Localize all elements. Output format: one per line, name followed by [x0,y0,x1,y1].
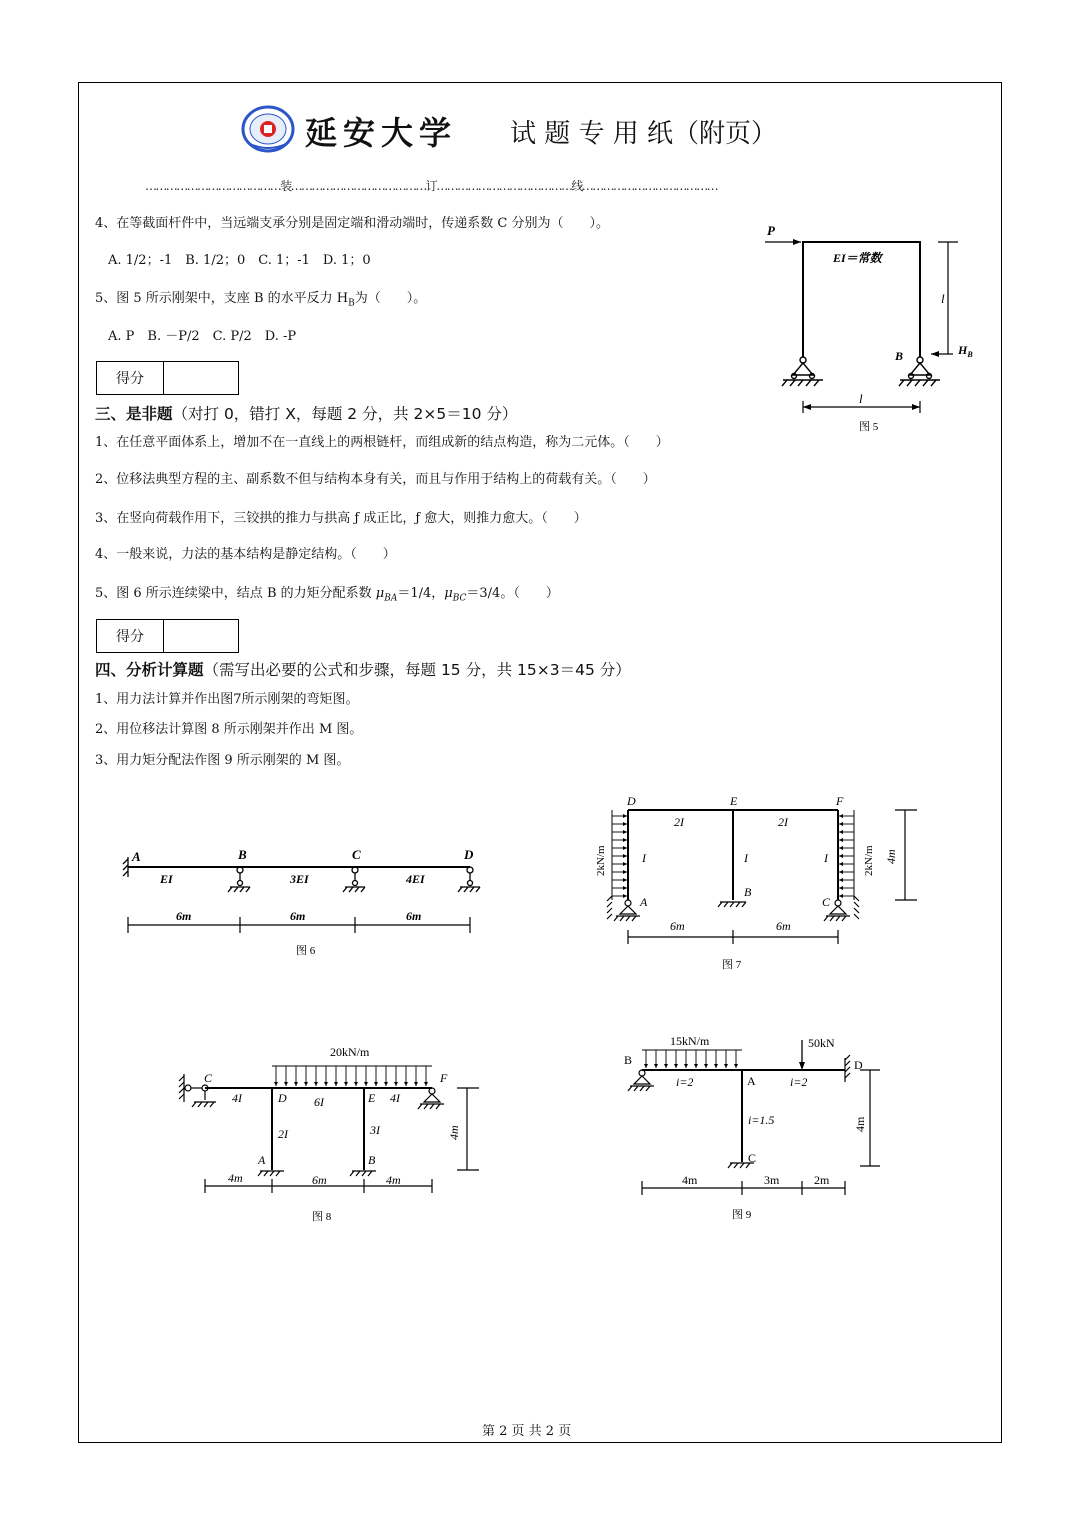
load-arrow-head [284,1082,288,1086]
page-footer: 第 2 页 共 2 页 [482,1424,572,1439]
fig8-node-d: D [278,1091,287,1105]
score-box-3 [96,361,239,395]
fig6-span-3: 6m [406,909,422,923]
fig9-caption: 图 9 [732,1209,752,1221]
fig7-node-f: F [836,794,844,808]
fig5-node-b: B [895,349,904,363]
fig7-col-cf: I [824,851,828,865]
fig8-beam-de: 6I [314,1095,324,1109]
fig7-node-d: D [627,794,636,808]
load-arrow-head [424,1082,428,1086]
load-arrow-head [724,1064,728,1068]
figure-7 [590,792,930,977]
fig9-load-p: 50kN [808,1036,835,1050]
fig9-node-c: C [748,1151,757,1165]
calc-item-2: 2、用位移法计算图 8 所示刚架并作出 M 图。 [95,722,363,737]
fig8-col-ad: 2I [278,1127,288,1141]
load-arrow-head [334,1082,338,1086]
load-arrow-head [684,1064,688,1068]
fig9-span-2: 3m [764,1173,780,1187]
fig8-node-e: E [368,1091,376,1105]
fig6-ei-1: EI [160,872,173,886]
fig7-node-c: C [822,895,831,909]
fig9-load-q: 15kN/m [670,1034,710,1048]
fig8-node-f: F [440,1071,448,1085]
load-arrow-head [623,822,627,826]
tf-item-1: 1、在任意平面体系上，增加不在一直线上的两根链杆，而组成新的结点构造，称为二元体。（ ） [95,435,669,450]
fig9-stiff-ba: i=2 [676,1075,694,1089]
page-title: 试 题 专 用 纸（附页） [510,119,778,149]
load-arrow-head [714,1064,718,1068]
fig5-ei: EI＝常数 [833,251,882,265]
load-arrow-head [394,1082,398,1086]
fig8-node-a: A [258,1153,266,1167]
load-arrow-head [839,878,843,882]
score-label: 得分 [97,362,164,394]
load-arrow-head [623,814,627,818]
fig7-beam-ef: 2I [778,815,788,829]
university-logo [240,104,296,154]
load-arrow-head [354,1082,358,1086]
tf-item-3: 3、在竖向荷载作用下，三铰拱的推力与拱高 ƒ 成正比，ƒ 愈大，则推力愈大。（ ） [95,511,587,526]
fig8-span-1: 4m [228,1171,243,1185]
fig7-node-b: B [744,885,752,899]
fig8-beam-cd: 4I [232,1091,242,1105]
fig9-height: 4m [853,1116,867,1132]
fig8-col-be: 3I [370,1123,380,1137]
load-arrow-head [374,1082,378,1086]
section-3-heading: 三、是非题（对打 0，错打 X，每题 2 分，共 2×5＝10 分） [95,405,518,423]
fig9-distributed-load [644,1050,738,1068]
load-arrow-head [384,1082,388,1086]
tf-item-4: 4、一般来说，力法的基本结构是静定结构。（ ） [95,547,396,562]
fig8-height: 4m [447,1125,461,1140]
load-arrow-head [839,894,843,898]
fig9-span-3: 2m [814,1173,830,1187]
fig6-ei-3: 4EI [406,872,425,886]
load-arrow-head [839,838,843,842]
fig7-span-2: 6m [776,919,791,933]
load-arrow-head [734,1064,738,1068]
score-box-4 [96,619,239,653]
fig8-span-3: 4m [386,1173,401,1187]
calc-item-1: 1、用力法计算并作出图7所示刚架的弯矩图。 [95,692,359,707]
load-arrow-head [839,870,843,874]
load-arrow-head [324,1082,328,1086]
fig7-col-be: I [744,851,748,865]
fig7-node-e: E [730,794,738,808]
fig5-height-l: l [941,291,945,306]
load-arrow-head [644,1064,648,1068]
fig8-caption: 图 8 [312,1211,332,1223]
load-arrow-head [839,846,843,850]
fig7-height: 4m [884,849,898,864]
load-arrow-head [404,1082,408,1086]
fig5-width-l: l [859,391,863,406]
load-arrow-head [344,1082,348,1086]
load-arrow-head [704,1064,708,1068]
load-arrow-head [304,1082,308,1086]
load-arrow-head [623,862,627,866]
mc-question-4: 4、在等截面杆件中，当远端支承分别是固定端和滑动端时，传递系数 C 分别为（ ）。 [95,216,609,231]
load-arrow-head [623,878,627,882]
binding-line: …………………………………装…………………………………订…………………………………线………………………………… [145,179,718,193]
load-arrow-head [623,894,627,898]
tf-item-2: 2、位移法典型方程的主、副系数不但与结构本身有关，而且与作用于结构上的荷载有关。（ ） [95,472,656,487]
fig7-caption: 图 7 [722,959,742,971]
figure-6 [118,845,490,965]
fig5-hb: $H_B$ [958,343,973,359]
fig7-load-left: 2kN/m [595,845,607,876]
tf-item-5: 5、图 6 所示连续梁中，结点 B 的力矩分配系数 $\mu_{BA}=1/4$，$\mu_{BC}=3/4$。（ ） [95,586,559,604]
fig8-span-2: 6m [312,1173,327,1187]
fig8-node-b: B [368,1153,376,1167]
fig6-caption: 图 6 [296,945,316,957]
load-arrow-head [839,854,843,858]
university-name: 延安大学 [305,114,458,152]
fig6-node-d: D [464,847,474,862]
load-arrow-head [839,862,843,866]
fig7-span-1: 6m [670,919,685,933]
fig9-stiff-ac: i=1.5 [748,1113,775,1127]
fig7-col-ad: I [642,851,646,865]
load-arrow-head [414,1082,418,1086]
load-arrow-head [364,1082,368,1086]
fig9-span-1: 4m [682,1173,698,1187]
load-arrow-head [623,838,627,842]
fig6-node-c: C [352,847,361,862]
load-arrow-head [623,846,627,850]
load-arrow-head [623,854,627,858]
fig6-node-b: B [238,847,247,862]
fig8-node-c: C [204,1071,213,1085]
load-arrow-head [839,814,843,818]
fig6-node-a: A [132,849,141,864]
fig7-load-right: 2kN/m [863,845,875,876]
load-arrow-head [274,1082,278,1086]
load-arrow-head [674,1064,678,1068]
mc-question-5: 5、图 5 所示刚架中，支座 B 的水平反力 $H_B$为（ ）。 [95,291,427,309]
fig9-node-b: B [624,1053,633,1067]
fig7-node-a: A [640,895,648,909]
fig8-beam-ef: 4I [390,1091,400,1105]
fig6-span-1: 6m [176,909,192,923]
fig6-ei-2: 3EI [290,872,309,886]
load-arrow-head [623,886,627,890]
figure-8 [170,1040,490,1230]
load-arrow-head [654,1064,658,1068]
fig5-load-p: P [767,223,775,238]
figure-5 [745,215,985,440]
fig9-node-a: A [747,1074,756,1088]
score-label: 得分 [97,620,164,652]
load-arrow-head [664,1064,668,1068]
fig6-span-2: 6m [290,909,306,923]
mc-question-4-options: A. 1/2；-1 B. 1/2；0 C. 1；-1 D. 1；0 [108,253,371,268]
mc-question-5-options: A. P B. －P/2 C. P/2 D. -P [108,329,297,344]
section-4-heading: 四、分析计算题（需写出必要的公式和步骤，每题 15 分，共 15×3＝45 分） [95,661,631,679]
load-arrow-head [623,870,627,874]
load-arrow-head [839,886,843,890]
fig8-distributed-load [274,1066,428,1086]
fig8-load-q: 20kN/m [330,1045,370,1059]
load-arrow-head [839,822,843,826]
load-arrow-head [694,1064,698,1068]
load-arrow-head [314,1082,318,1086]
fig9-node-d: D [854,1058,863,1072]
calc-item-3: 3、用力矩分配法作图 9 所示刚架的 M 图。 [95,753,350,768]
load-arrow-head [294,1082,298,1086]
load-arrow-head [839,830,843,834]
fig7-beam-de: 2I [674,815,684,829]
figure-9 [620,1032,890,1227]
fig9-stiff-ad: i=2 [790,1075,808,1089]
load-arrow-head [623,830,627,834]
fig5-caption: 图 5 [859,421,879,433]
